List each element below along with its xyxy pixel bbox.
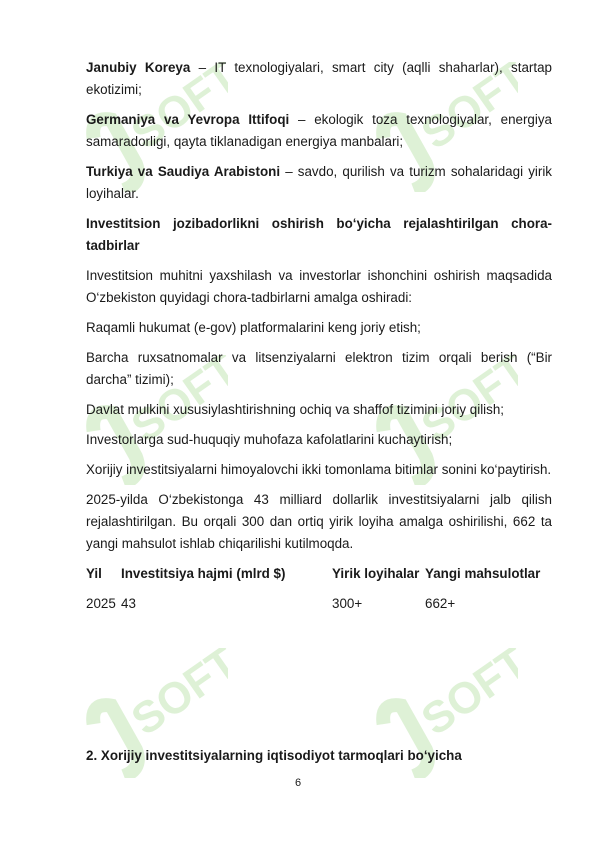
table-header-cell: Yangi mahsulotlar <box>425 566 541 581</box>
country-label: Janubiy Koreya <box>86 60 191 75</box>
paragraph-turkey <box>86 161 552 205</box>
list-item: Investorlarga sud-huquqiy muhofaza kafolatlarini kuchaytirish; <box>86 432 453 447</box>
table-cell: 662+ <box>425 596 456 611</box>
svg-text:SOFT: SOFT <box>122 648 228 745</box>
paragraph-text: – IT texnologiyalari, smart city (aqlli shaharlar), startap ekotizimi; <box>86 60 552 97</box>
table-header-cell: Yil <box>86 566 102 581</box>
svg-text:SOFT: SOFT <box>412 648 518 745</box>
list-item: Raqamli hukumat (e-gov) platformalarini keng joriy etish; <box>86 320 421 335</box>
paragraph-germany <box>86 109 552 153</box>
table-header-cell: Investitsiya hajmi (mlrd $) <box>121 566 286 581</box>
paragraph-text: – savdo, qurilish va turizm sohalaridagi yirik loyihalar. <box>86 164 553 201</box>
svg-text:SOFT: SOFT <box>122 355 228 452</box>
paragraph-korea <box>86 57 552 101</box>
list-item: Xorijiy investitsiyalarni himoyalovchi ikki tomonlama bitimlar sonini ko‘paytirish. <box>86 462 552 477</box>
table-header <box>86 563 552 585</box>
document-body <box>86 57 552 615</box>
page-number: 6 <box>294 777 302 789</box>
table-header-cell: Yirik loyihalar <box>332 566 420 581</box>
country-label: Turkiya va Saudiya Arabistoni <box>86 164 281 179</box>
svg-text:SOFT: SOFT <box>412 355 518 452</box>
list-item: Barcha ruxsatnomalar va litsenziyalarni elektron tizim orqali berish (“Bir darcha” tizimi); <box>86 350 552 387</box>
paragraph-plan: 2025-yilda O‘zbekistonga 43 milliard dollarlik investitsiyalarni jalb qilish rejalashtirilgan. Bu orqali 300 dan ortiq yirik loyiha amalga oshirilishi, 662 ta yangi mahsulot ishlab chiqarilishi kutilmoqda. <box>86 492 552 551</box>
table-cell: 2025 <box>86 596 116 611</box>
table-row <box>86 593 552 615</box>
svg-text:SOFT: SOFT <box>122 62 228 159</box>
table-cell: 300+ <box>332 596 363 611</box>
table-cell: 43 <box>121 596 136 611</box>
country-label: Germaniya va Yevropa Ittifoqi <box>86 112 290 127</box>
paragraph-intro: Investitsion muhitni yaxshilash va investorlar ishonchini oshirish maqsadida O‘zbekiston quyidagi chora-tadbirlarni amalga oshiradi: <box>86 268 552 305</box>
svg-text:SOFT: SOFT <box>412 62 518 159</box>
section-title: 2. Xorijiy investitsiyalarning iqtisodiyot tarmoqlari bo‘yicha <box>86 748 462 763</box>
section-heading: Investitsion jozibadorlikni oshirish bo‘yicha rejalashtirilgan chora-tadbirlar <box>86 216 552 253</box>
paragraph-text: – ekologik toza texnologiyalar, energiya samaradorligi, qayta tiklanadigan energiya manbalari; <box>86 112 552 149</box>
list-item: Davlat mulkini xususiylashtirishning ochiq va shaffof tizimini joriy qilish; <box>86 402 505 417</box>
